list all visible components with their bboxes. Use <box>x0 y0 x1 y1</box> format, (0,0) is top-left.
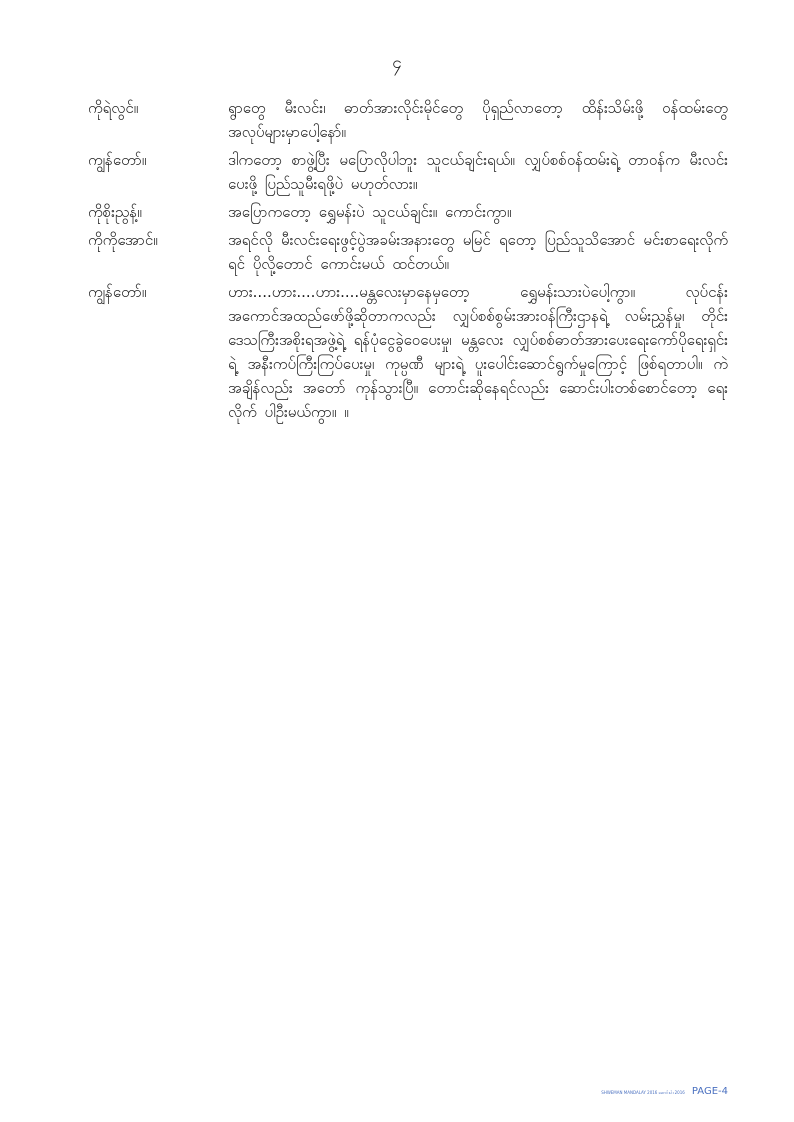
speaker-name: ကိုရဲလွင်။ <box>88 99 139 117</box>
footer-page-label: PAGE-4 <box>691 1086 728 1097</box>
dialogue-text: ဟား....ဟား....ဟား....မန္တလေးမှာနေမှတော့ ရွှေမန်းသားပဲပေါ့ကွာ။ လုပ်ငန်း အကောင်အထည်ဖော်ဖို့ဆိုတာကလည်း လျှပ်စစ်စွမ်းအားဝန်ကြီးဌာနရဲ့ လမ်းညွှန်မှု၊ တိုင်းဒေသကြီးအစိုးရအဖွဲ့ရဲ့ ရန်ပုံငွေခွဲဝေပေးမှု၊ မန္တလေး လျှပ်စစ်ဓာတ်အားပေးရေးကော်ပိုရေးရှင်းရဲ့ အနီးကပ်ကြီးကြပ်ပေးမှု၊ ကုမ္ပဏီ များရဲ့ ပူးပေါင်းဆောင်ရွက်မှုကြောင့် ဖြစ်ရတာပါ။ ကဲ အချိန်လည်း အတော် ကုန်သွားပြီ။ တောင်းဆိုနေရင်လည်း ဆောင်းပါးတစ်စောင်တော့ ရေးလိုက် ပါဦးမယ်ကွာ။ ။ <box>228 283 728 421</box>
page-number: ၄ <box>392 53 402 73</box>
dialogue-text: အရင်လို မီးလင်းရေးဖွင့်ပွဲအခမ်းအနားတွေ မမြင် ရတော့ ပြည်သူသိအောင် မင်းစာရေးလိုက်ရင် ပိုလို့တောင် ကောင်းမယ် ထင်တယ်။ <box>228 231 728 273</box>
dialogue-script <box>88 96 728 428</box>
speaker-name: ကိုစိုးညွန့်။ <box>88 203 142 221</box>
dialogue-entry <box>88 96 728 144</box>
dialogue-entry <box>88 148 728 196</box>
page-footer <box>601 1079 728 1098</box>
dialogue-text: ဒါကတော့ စာဖွဲ့ပြီး မပြောလိုပါဘူး သူငယ်ချင်းရယ်။ လျှပ်စစ်ဝန်ထမ်းရဲ့ တာဝန်က မီးလင်းပေးဖို့ ပြည်သူမီးရဖို့ပဲ မဟုတ်လား။ <box>228 151 728 193</box>
dialogue-entry <box>88 200 728 224</box>
dialogue-entry <box>88 228 728 276</box>
speaker-name: ကျွန်တော်။ <box>88 283 147 301</box>
dialogue-text: ရွာတွေ မီးလင်း၊ ဓာတ်အားလိုင်းမိုင်တွေ ပိုရှည်လာတော့ ထိန်းသိမ်းဖို့ ဝန်ထမ်းတွေ အလုပ်များမှာပေါ့နော်။ <box>228 99 728 141</box>
speaker-name: ကိုကိုအောင်။ <box>88 231 158 249</box>
footer-note: SHWEMAN MANDALAY 2016 ဆောင်းပါး 2016 <box>601 1090 685 1095</box>
dialogue-entry <box>88 280 728 424</box>
dialogue-text: အပြောကတော့ ရွှေမန်းပဲ သူငယ်ချင်း။ ကောင်းကွာ။ <box>228 203 512 221</box>
speaker-name: ကျွန်တော်။ <box>88 151 147 169</box>
